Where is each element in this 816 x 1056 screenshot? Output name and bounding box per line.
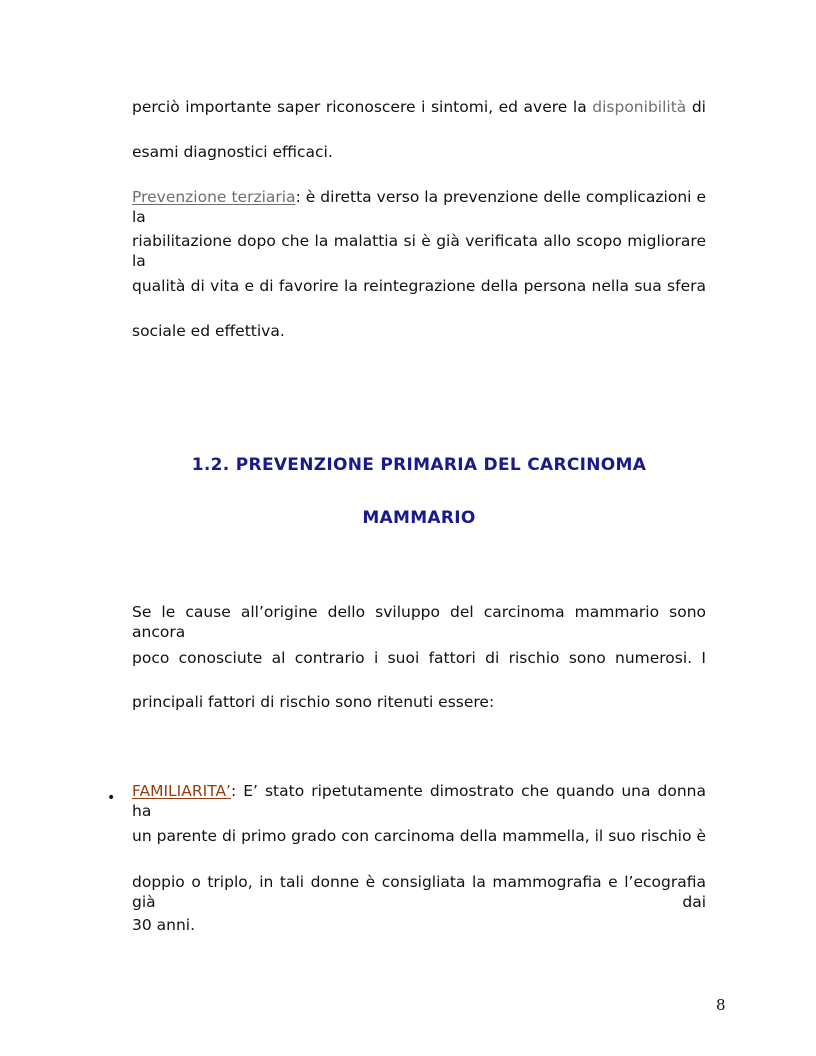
- text-fragment: di: [686, 98, 706, 116]
- highlighted-word: disponibilità: [592, 98, 687, 116]
- term-prevenzione-terziaria: Prevenzione terziaria: [132, 188, 296, 206]
- text-fragment: perciò importante saper riconoscere i sintomi, ed avere la: [132, 98, 593, 116]
- body-text-line: sociale ed effettiva.: [132, 322, 285, 340]
- page-number: 8: [716, 996, 726, 1014]
- body-text-line: doppio o triplo, in tali donne è consigliata la mammografia e l’ecografia già dai: [132, 873, 706, 911]
- body-text-line: qualità di vita e di favorire la reintegrazione della persona nella sua sfera: [132, 277, 706, 295]
- body-text-line: un parente di primo grado con carcinoma della mammella, il suo rischio è: [132, 827, 706, 845]
- bullet-marker: •: [107, 790, 116, 806]
- body-text-line: principali fattori di rischio sono ritenuti essere:: [132, 693, 495, 711]
- text-fragment: : è diretta verso la prevenzione delle complicazioni e la: [132, 188, 706, 226]
- text-fragment: : E’ stato ripetutamente dimostrato che quando una donna ha: [132, 782, 706, 820]
- body-text-line: 30 anni.: [132, 916, 196, 934]
- body-text-line: riabilitazione dopo che la malattia si è già verificata allo scopo migliorare la: [132, 232, 706, 270]
- body-text-line: [132, 781, 706, 821]
- section-heading-continued: MAMMARIO: [362, 508, 476, 528]
- body-text-line: poco conosciute al contrario i suoi fattori di rischio sono numerosi. I: [132, 649, 706, 667]
- body-text-line: [132, 97, 706, 117]
- body-text-line: [132, 187, 706, 227]
- section-heading: 1.2. PREVENZIONE PRIMARIA DEL CARCINOMA: [191, 455, 647, 475]
- term-familiarita: FAMILIARITA’: [132, 782, 231, 800]
- body-text-line: esami diagnostici efficaci.: [132, 143, 333, 161]
- body-text-line: Se le cause all’origine dello sviluppo del carcinoma mammario sono ancora: [132, 603, 706, 641]
